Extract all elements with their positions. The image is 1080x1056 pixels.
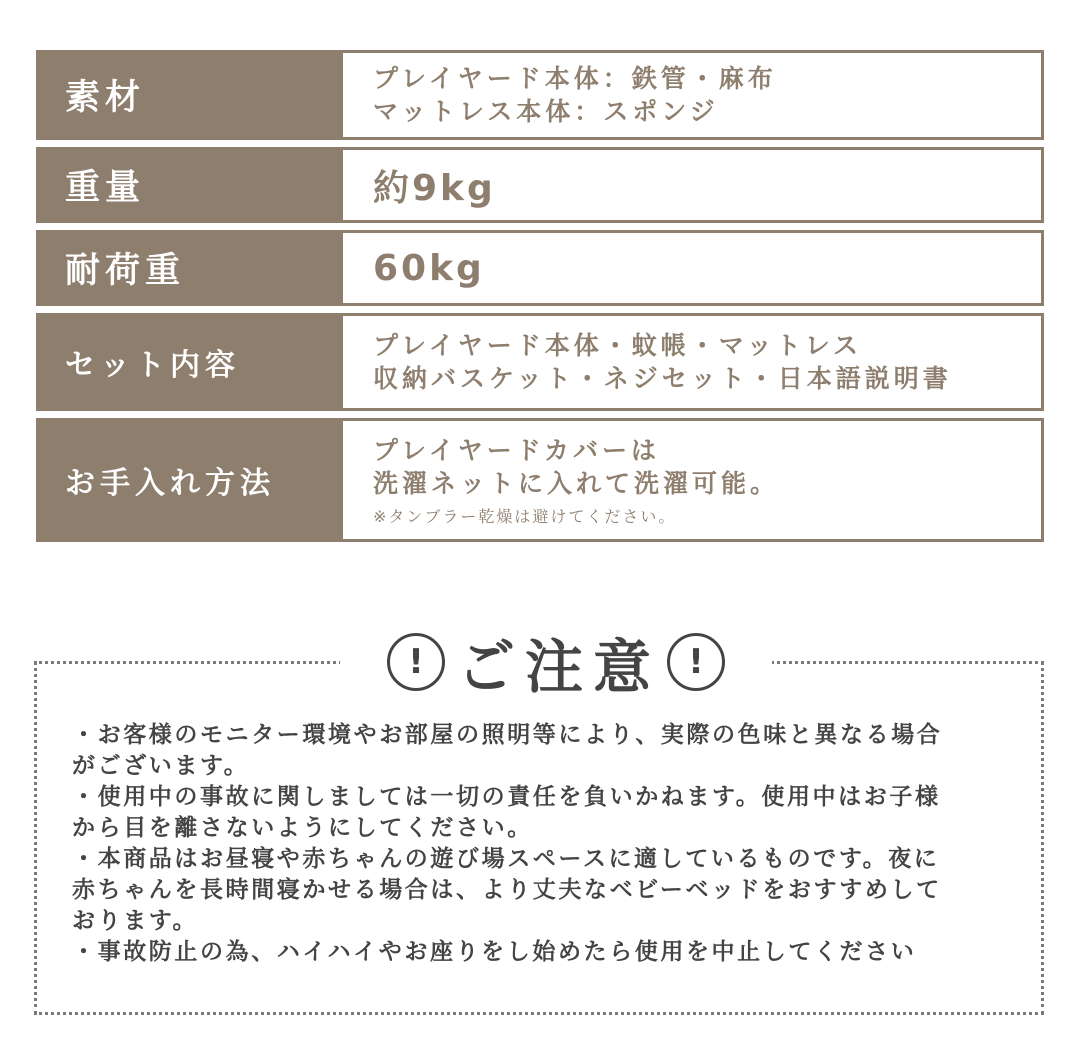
spec-value-text: 約9kg [373, 167, 496, 209]
spec-row-weight [36, 147, 1044, 223]
spec-value-text: 60kg [373, 247, 485, 289]
spec-label: お手入れ方法 [65, 466, 275, 501]
notice-line: ・事故防止の為、ハイハイやお座りをし始めたら使用を中止してください [72, 939, 917, 965]
spec-value-line: 収納バスケット・ネジセット・日本語説明書 [373, 364, 952, 393]
spec-row-material [36, 50, 1044, 140]
spec-value-line: マットレス本体：スポンジ [373, 97, 719, 126]
exclamation-circle-icon: ! [667, 633, 725, 691]
spec-label: 重量 [65, 168, 146, 208]
notice-line: 赤ちゃんを長時間寝かせる場合は、より丈夫なベビーベッドをおすすめして [72, 877, 942, 903]
spec-value-line: プレイヤード本体：鉄管・麻布 [373, 64, 777, 93]
notice-line: がございます。 [72, 753, 250, 779]
spec-value-line: 洗濯ネットに入れて洗濯可能。 [373, 468, 780, 498]
spec-value [343, 53, 1041, 137]
spec-value [343, 316, 1041, 408]
spec-row-care [36, 418, 1044, 542]
spec-row-set-contents [36, 313, 1044, 411]
spec-value-line: プレイヤードカバーは [373, 435, 661, 465]
spec-label: 耐荷重 [65, 251, 186, 291]
spec-row-load-capacity [36, 230, 1044, 306]
notice-line: ・お客様のモニター環境やお部屋の照明等により、実際の色味と異なる場合 [72, 722, 943, 748]
spec-value [343, 233, 1041, 303]
spec-value-line: プレイヤード本体・蚊帳・マットレス [373, 331, 863, 360]
notice-body [72, 720, 1012, 968]
spec-value-note: ※タンブラー乾燥は避けてください。 [373, 506, 677, 526]
notice-title: ご注意 [456, 633, 661, 701]
notice-heading [340, 620, 772, 704]
notice-line: ・使用中の事故に関しましては一切の責任を負いかねます。使用中はお子様 [72, 784, 941, 810]
notice-line: から目を離さないようにしてください。 [72, 815, 533, 841]
spec-label: セット内容 [65, 348, 240, 383]
notice-line: おります。 [72, 908, 199, 934]
spec-value [343, 150, 1041, 220]
exclamation-circle-icon: ! [387, 633, 445, 691]
notice-line: ・本商品はお昼寝や赤ちゃんの遊び場スペースに適しているものです。夜に [72, 846, 940, 872]
spec-table [36, 50, 1044, 542]
spec-value [343, 421, 1041, 539]
spec-label: 素材 [65, 78, 146, 118]
